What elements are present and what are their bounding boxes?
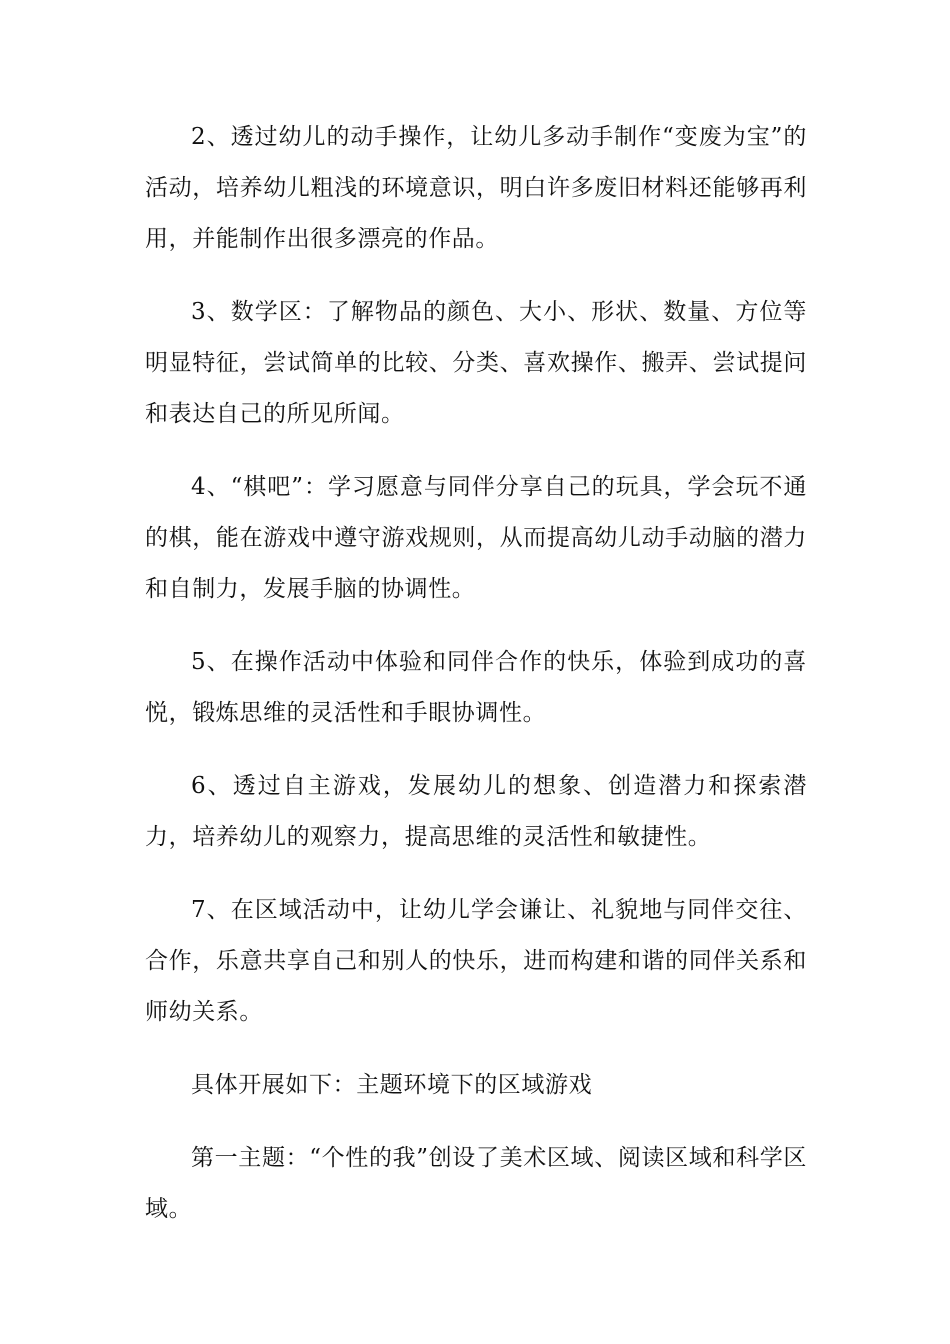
paragraph-goal-6: 6、透过自主游戏，发展幼儿的想象、创造潜力和探索潜力，培养幼儿的观察力，提高思维的灵活性和敏捷性。 bbox=[145, 773, 807, 850]
paragraph-goal-3: 3、数学区：了解物品的颜色、大小、形状、数量、方位等明显特征，尝试简单的比较、分类、喜欢操作、搬弄、尝试提问和表达自己的所见所闻。 bbox=[145, 299, 807, 427]
paragraph-goal-4: 4、“棋吧”：学习愿意与同伴分享自己的玩具，学会玩不通的棋，能在游戏中遵守游戏规则，从而提高幼儿动手动脑的潜力和自制力，发展手脑的协调性。 bbox=[145, 474, 807, 602]
paragraph-first-theme: 第一主题：“个性的我”创设了美术区域、阅读区域和科学区域。 bbox=[145, 1145, 807, 1222]
paragraph-goal-5: 5、在操作活动中体验和同伴合作的快乐，体验到成功的喜悦，锻炼思维的灵活性和手眼协调性。 bbox=[145, 649, 807, 726]
paragraph-implementation: 具体开展如下：主题环境下的区域游戏 bbox=[191, 1072, 593, 1098]
document-body bbox=[145, 112, 807, 1257]
paragraph-goal-7: 7、在区域活动中，让幼儿学会谦让、礼貌地与同伴交往、合作，乐意共享自己和别人的快乐，进而构建和谐的同伴关系和师幼关系。 bbox=[145, 897, 807, 1025]
paragraph-goal-2: 2、透过幼儿的动手操作，让幼儿多动手制作“变废为宝”的活动，培养幼儿粗浅的环境意识，明白许多废旧材料还能够再利用，并能制作出很多漂亮的作品。 bbox=[145, 124, 807, 252]
